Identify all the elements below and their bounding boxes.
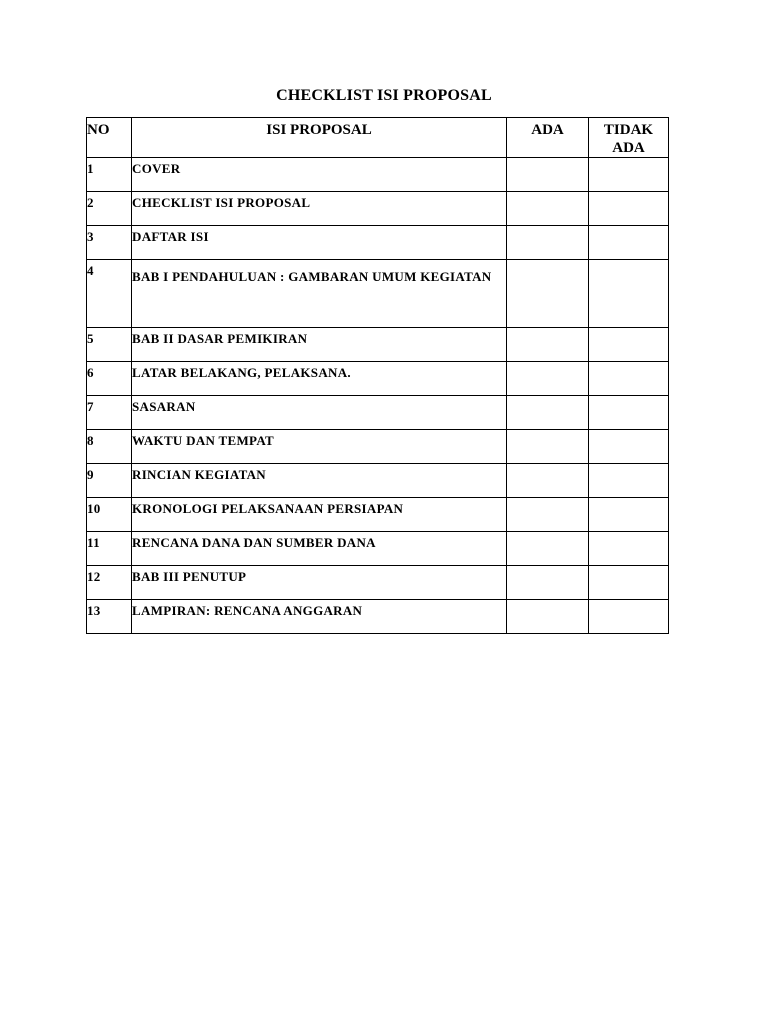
row-number: 12: [87, 566, 132, 600]
tidak-ada-cell[interactable]: [589, 464, 669, 498]
row-number: 11: [87, 532, 132, 566]
table-row: [87, 464, 669, 498]
tidak-ada-cell[interactable]: [589, 600, 669, 634]
table-row: [87, 430, 669, 464]
table-row: [87, 498, 669, 532]
header-tidak-ada: TIDAK ADA: [589, 118, 669, 158]
ada-cell[interactable]: [507, 566, 589, 600]
ada-cell[interactable]: [507, 328, 589, 362]
row-number: 6: [87, 362, 132, 396]
ada-cell[interactable]: [507, 464, 589, 498]
row-number: 7: [87, 396, 132, 430]
row-item: LAMPIRAN: RENCANA ANGGARAN: [132, 600, 507, 634]
row-item: CHECKLIST ISI PROPOSAL: [132, 192, 507, 226]
row-number: 3: [87, 226, 132, 260]
row-item: BAB II DASAR PEMIKIRAN: [132, 328, 507, 362]
header-ada: ADA: [507, 118, 589, 158]
tidak-ada-cell[interactable]: [589, 498, 669, 532]
row-item: RINCIAN KEGIATAN: [132, 464, 507, 498]
ada-cell[interactable]: [507, 430, 589, 464]
row-number: 5: [87, 328, 132, 362]
checklist-table: [86, 117, 669, 634]
row-number: 13: [87, 600, 132, 634]
table-row: [87, 566, 669, 600]
tidak-ada-cell[interactable]: [589, 430, 669, 464]
row-item: SASARAN: [132, 396, 507, 430]
row-item: LATAR BELAKANG, PELAKSANA.: [132, 362, 507, 396]
ada-cell[interactable]: [507, 158, 589, 192]
row-item: RENCANA DANA DAN SUMBER DANA: [132, 532, 507, 566]
row-number: 10: [87, 498, 132, 532]
row-item: BAB III PENUTUP: [132, 566, 507, 600]
document-title: CHECKLIST ISI PROPOSAL: [276, 87, 492, 104]
ada-cell[interactable]: [507, 396, 589, 430]
table-row: [87, 226, 669, 260]
tidak-ada-cell[interactable]: [589, 226, 669, 260]
ada-cell[interactable]: [507, 260, 589, 328]
table-header-row: [87, 118, 669, 158]
header-no: NO: [87, 118, 132, 158]
tidak-ada-cell[interactable]: [589, 328, 669, 362]
table-row: [87, 158, 669, 192]
tidak-ada-cell[interactable]: [589, 566, 669, 600]
row-number: 4: [87, 260, 132, 328]
row-number: 9: [87, 464, 132, 498]
ada-cell[interactable]: [507, 226, 589, 260]
row-number: 8: [87, 430, 132, 464]
header-isi-proposal: ISI PROPOSAL: [132, 118, 507, 158]
table-row: [87, 396, 669, 430]
row-number: 2: [87, 192, 132, 226]
table-row: [87, 362, 669, 396]
ada-cell[interactable]: [507, 192, 589, 226]
tidak-ada-cell[interactable]: [589, 192, 669, 226]
row-number: 1: [87, 158, 132, 192]
ada-cell[interactable]: [507, 362, 589, 396]
tidak-ada-cell[interactable]: [589, 532, 669, 566]
row-item: BAB I PENDAHULUAN : GAMBARAN UMUM KEGIATAN: [132, 260, 507, 328]
table-row: [87, 192, 669, 226]
tidak-ada-cell[interactable]: [589, 362, 669, 396]
table-row: [87, 532, 669, 566]
table-row: [87, 600, 669, 634]
ada-cell[interactable]: [507, 498, 589, 532]
ada-cell[interactable]: [507, 600, 589, 634]
table-row: [87, 328, 669, 362]
row-item: COVER: [132, 158, 507, 192]
row-item: KRONOLOGI PELAKSANAAN PERSIAPAN: [132, 498, 507, 532]
row-item: DAFTAR ISI: [132, 226, 507, 260]
row-item: WAKTU DAN TEMPAT: [132, 430, 507, 464]
ada-cell[interactable]: [507, 532, 589, 566]
tidak-ada-cell[interactable]: [589, 260, 669, 328]
tidak-ada-cell[interactable]: [589, 158, 669, 192]
tidak-ada-cell[interactable]: [589, 396, 669, 430]
table-row: [87, 260, 669, 328]
